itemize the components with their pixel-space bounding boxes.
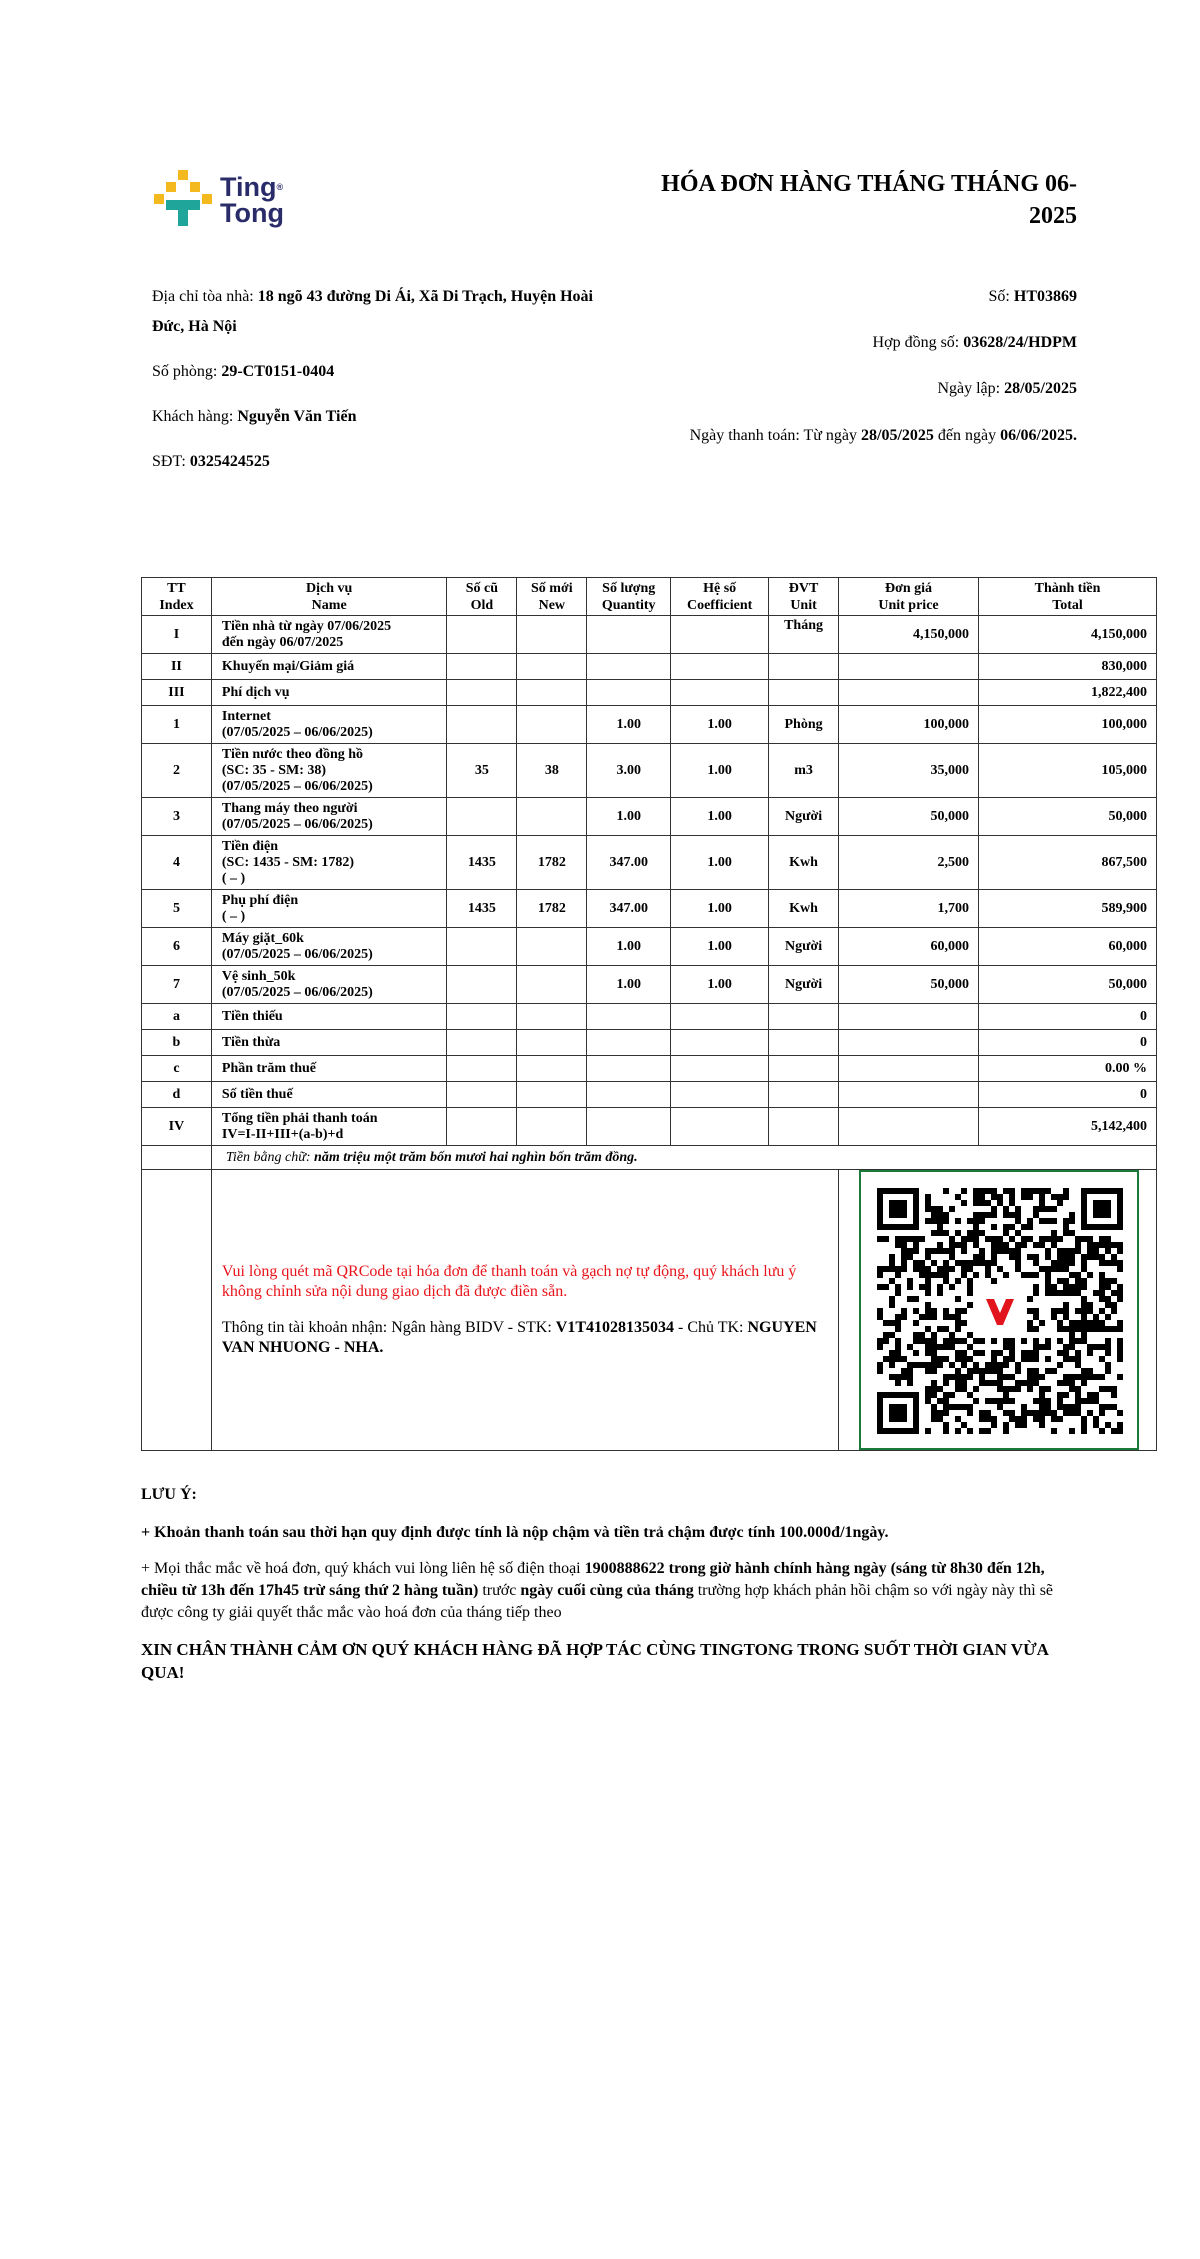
coefficient [671, 1082, 769, 1108]
old-reading [447, 706, 517, 744]
table-row [142, 706, 1157, 744]
quantity [587, 616, 671, 654]
line-total: 50,000 [978, 966, 1156, 1004]
old-reading [447, 1004, 517, 1030]
coefficient: 1.00 [671, 928, 769, 966]
logo-word-tong: Tong [220, 198, 284, 228]
row-index: c [142, 1056, 212, 1082]
row-index: 5 [142, 890, 212, 928]
unit: Người [769, 966, 839, 1004]
coefficient: 1.00 [671, 890, 769, 928]
invoice-number: Số: HT03869 [988, 288, 1077, 305]
coefficient [671, 680, 769, 706]
new-reading: 1782 [517, 890, 587, 928]
line-total: 0 [978, 1030, 1156, 1056]
row-index: I [142, 616, 212, 654]
old-reading [447, 1108, 517, 1146]
line-total: 0.00 % [978, 1056, 1156, 1082]
line-total: 100,000 [978, 706, 1156, 744]
service-name: Số tiền thuế [211, 1082, 447, 1108]
line-total: 5,142,400 [978, 1108, 1156, 1146]
row-index: b [142, 1030, 212, 1056]
row-index: a [142, 1004, 212, 1030]
unit: Người [769, 798, 839, 836]
line-total: 0 [978, 1082, 1156, 1108]
line-total: 105,000 [978, 744, 1156, 798]
table-row [142, 928, 1157, 966]
new-reading [517, 798, 587, 836]
unit [769, 1056, 839, 1082]
new-reading [517, 654, 587, 680]
contract-number: Hợp đồng số: 03628/24/HDPM [872, 334, 1077, 351]
service-name: Phụ phí điện ( – ) [211, 890, 447, 928]
unit: Kwh [769, 890, 839, 928]
logo-word-ting: Ting [220, 172, 277, 202]
unit [769, 654, 839, 680]
building-address: Địa chỉ tòa nhà: 18 ngõ 43 đường Di Ái, Xã Di Trạch, Huyện Hoài Đức, Hà Nội [152, 288, 593, 335]
tingtong-logo [152, 168, 292, 230]
table-row [142, 890, 1157, 928]
row-index: 4 [142, 836, 212, 890]
line-total: 867,500 [978, 836, 1156, 890]
line-total: 830,000 [978, 654, 1156, 680]
quantity: 1.00 [587, 966, 671, 1004]
line-total: 4,150,000 [978, 616, 1156, 654]
row-index: 7 [142, 966, 212, 1004]
old-reading: 1435 [447, 890, 517, 928]
coefficient [671, 1004, 769, 1030]
payment-row [142, 1170, 1157, 1451]
invoice-title: HÓA ĐƠN HÀNG THÁNG THÁNG 06-2025 [661, 171, 1077, 229]
unit [769, 1108, 839, 1146]
service-name: Phí dịch vụ [211, 680, 447, 706]
table-row [142, 680, 1157, 706]
new-reading: 1782 [517, 836, 587, 890]
new-reading [517, 1082, 587, 1108]
coefficient: 1.00 [671, 836, 769, 890]
coefficient: 1.00 [671, 966, 769, 1004]
new-reading [517, 706, 587, 744]
new-reading [517, 616, 587, 654]
payment-from: 28/05/2025 [861, 427, 934, 444]
unit-price: 60,000 [839, 928, 979, 966]
old-reading: 1435 [447, 836, 517, 890]
col-header: Thành tiền Total [978, 578, 1156, 616]
late-payment-note: + Khoản thanh toán sau thời hạn quy định được tính là nộp chậm và tiền trả chậm được tính 100.000đ/1ngày. [141, 1524, 889, 1541]
payment-instructions [211, 1170, 838, 1451]
new-reading [517, 1108, 587, 1146]
unit [769, 1082, 839, 1108]
line-total: 60,000 [978, 928, 1156, 966]
unit: Tháng [769, 616, 839, 654]
unit-price [839, 1108, 979, 1146]
old-reading [447, 680, 517, 706]
account-number: V1T41028135034 [555, 1319, 675, 1336]
old-reading [447, 1030, 517, 1056]
service-name: Tiền nhà từ ngày 07/06/2025 đến ngày 06/07/2025 [211, 616, 447, 654]
bank-account-info: Thông tin tài khoản nhận: Ngân hàng BIDV - STK: V1T41028135034 - Chủ TK: NGUYEN VAN NHUONG - NHA. [221, 1319, 817, 1356]
payment-to: 06/06/2025. [1000, 427, 1077, 444]
coefficient [671, 616, 769, 654]
contract-number-value: 03628/24/HDPM [963, 334, 1077, 351]
service-name: Tiền thừa [211, 1030, 447, 1056]
quantity: 1.00 [587, 928, 671, 966]
table-row [142, 1004, 1157, 1030]
quantity: 347.00 [587, 890, 671, 928]
col-header: Số mới New [517, 578, 587, 616]
table-row [142, 616, 1157, 654]
service-name: Phần trăm thuế [211, 1056, 447, 1082]
unit-price [839, 1004, 979, 1030]
unit [769, 1030, 839, 1056]
row-index: 2 [142, 744, 212, 798]
col-header: TT Index [142, 578, 212, 616]
amount-in-words-value: năm triệu một trăm bốn mươi hai nghìn bốn trăm đồng. [314, 1149, 638, 1165]
row-index: IV [142, 1108, 212, 1146]
new-reading [517, 1004, 587, 1030]
line-total: 0 [978, 1004, 1156, 1030]
unit-price [839, 1082, 979, 1108]
unit-price [839, 680, 979, 706]
old-reading [447, 616, 517, 654]
room-number-value: 29-CT0151-0404 [221, 363, 335, 380]
quantity [587, 654, 671, 680]
qr-cell [839, 1170, 1157, 1451]
col-header: Đơn giá Unit price [839, 578, 979, 616]
account-holder: NGUYEN VAN NHUONG - NHA. [221, 1319, 817, 1356]
coefficient: 1.00 [671, 798, 769, 836]
new-reading: 38 [517, 744, 587, 798]
customer-name-value: Nguyễn Văn Tiến [237, 408, 357, 425]
service-name: Internet (07/05/2025 – 06/06/2025) [211, 706, 447, 744]
issue-date-value: 28/05/2025 [1004, 380, 1077, 397]
table-row [142, 1056, 1157, 1082]
unit-price: 4,150,000 [839, 616, 979, 654]
new-reading [517, 928, 587, 966]
customer-phone: SĐT: 0325424525 [152, 453, 270, 470]
service-name: Tiền nước theo đồng hồ (SC: 35 - SM: 38) (07/05/2025 – 06/06/2025) [211, 744, 447, 798]
table-row [142, 966, 1157, 1004]
col-header: Dịch vụ Name [211, 578, 447, 616]
unit: m3 [769, 744, 839, 798]
qr-notice: Vui lòng quét mã QRCode tại hóa đơn để thanh toán và gạch nợ tự động, quý khách lưu ý không chỉnh sửa nội dung giao dịch đã được điền sẵn. [221, 1263, 797, 1300]
table-row [142, 836, 1157, 890]
unit [769, 1004, 839, 1030]
thank-you-message: XIN CHÂN THÀNH CẢM ƠN QUÝ KHÁCH HÀNG ĐÃ HỢP TÁC CÙNG TINGTONG TRONG SUỐT THỜI GIAN VỪA QUA! [141, 1640, 1048, 1682]
unit-price [839, 1056, 979, 1082]
tingtong-logo-mark [152, 168, 216, 230]
old-reading [447, 1056, 517, 1082]
invoice-meta [657, 282, 1077, 452]
row-index: 6 [142, 928, 212, 966]
line-total: 1,822,400 [978, 680, 1156, 706]
customer-name: Khách hàng: Nguyễn Văn Tiến [152, 408, 357, 425]
quantity: 3.00 [587, 744, 671, 798]
table-row [142, 654, 1157, 680]
quantity [587, 1030, 671, 1056]
service-name: Tiền điện (SC: 1435 - SM: 1782) ( – ) [211, 836, 447, 890]
service-name: Tiền thiếu [211, 1004, 447, 1030]
unit-price: 50,000 [839, 798, 979, 836]
table-row [142, 1108, 1157, 1146]
new-reading [517, 1056, 587, 1082]
old-reading [447, 1082, 517, 1108]
new-reading [517, 1030, 587, 1056]
payment-period: Ngày thanh toán: Từ ngày 28/05/2025 đến ngày 06/06/2025. [689, 427, 1077, 444]
quantity: 1.00 [587, 706, 671, 744]
quantity: 1.00 [587, 798, 671, 836]
unit-price: 1,700 [839, 890, 979, 928]
table-row [142, 798, 1157, 836]
new-reading [517, 966, 587, 1004]
coefficient [671, 1108, 769, 1146]
quantity [587, 1004, 671, 1030]
unit: Phòng [769, 706, 839, 744]
quantity [587, 1082, 671, 1108]
col-header: Số cũ Old [447, 578, 517, 616]
col-header: Hệ số Coefficient [671, 578, 769, 616]
col-header: ĐVT Unit [769, 578, 839, 616]
room-number: Số phòng: 29-CT0151-0404 [152, 363, 335, 380]
row-index: d [142, 1082, 212, 1108]
service-name: Máy giặt_60k (07/05/2025 – 06/06/2025) [211, 928, 447, 966]
service-name: Thang máy theo người (07/05/2025 – 06/06/2025) [211, 798, 447, 836]
row-index: II [142, 654, 212, 680]
old-reading [447, 966, 517, 1004]
unit-price [839, 1030, 979, 1056]
table-row [142, 1030, 1157, 1056]
bank-logo-icon [986, 1299, 1014, 1325]
old-reading [447, 928, 517, 966]
unit-price: 100,000 [839, 706, 979, 744]
unit-price: 2,500 [839, 836, 979, 890]
unit: Kwh [769, 836, 839, 890]
coefficient [671, 654, 769, 680]
notes-heading: LƯU Ý: [141, 1486, 197, 1503]
coefficient [671, 1030, 769, 1056]
unit: Người [769, 928, 839, 966]
quantity: 347.00 [587, 836, 671, 890]
customer-phone-value: 0325424525 [189, 453, 270, 470]
row-index: 1 [142, 706, 212, 744]
unit-price: 50,000 [839, 966, 979, 1004]
contact-note: + Mọi thắc mắc về hoá đơn, quý khách vui lòng liên hệ số điện thoại 1900888622 trong giờ hành chính hàng ngày (sáng từ 8h30 đến 12h, chiều từ 13h đến 17h45 trừ sáng thứ 2 hàng tuần) trước ngày cuối cùng của tháng trường hợp khách phản hồi chậm so với ngày này thì sẽ được công ty giải quyết thắc mắc vào hoá đơn của tháng tiếp theo [141, 1560, 1054, 1621]
row-index: III [142, 680, 212, 706]
service-name: Tổng tiền phải thanh toán IV=I-II+III+(a-b)+d [211, 1108, 447, 1146]
invoice-table [141, 577, 1157, 1451]
customer-info [152, 282, 622, 492]
line-total: 589,900 [978, 890, 1156, 928]
notes-section [141, 1484, 1081, 1684]
old-reading [447, 798, 517, 836]
coefficient [671, 1056, 769, 1082]
table-header-row [142, 578, 1157, 616]
row-index: 3 [142, 798, 212, 836]
unit-price: 35,000 [839, 744, 979, 798]
invoice-number-value: HT03869 [1013, 288, 1077, 305]
coefficient: 1.00 [671, 706, 769, 744]
line-total: 50,000 [978, 798, 1156, 836]
new-reading [517, 680, 587, 706]
qr-code-image [861, 1172, 1137, 1448]
service-name: Khuyến mại/Giảm giá [211, 654, 447, 680]
old-reading [447, 654, 517, 680]
coefficient: 1.00 [671, 744, 769, 798]
old-reading: 35 [447, 744, 517, 798]
table-row [142, 744, 1157, 798]
issue-date: Ngày lập: 28/05/2025 [937, 380, 1077, 397]
logo-registered: ® [276, 182, 284, 192]
col-header: Số lượng Quantity [587, 578, 671, 616]
building-address-value: 18 ngõ 43 đường Di Ái, Xã Di Trạch, Huyện Hoài Đức, Hà Nội [152, 288, 593, 335]
service-name: Vệ sinh_50k (07/05/2025 – 06/06/2025) [211, 966, 447, 1004]
table-row [142, 1082, 1157, 1108]
quantity [587, 1108, 671, 1146]
unit [769, 680, 839, 706]
quantity [587, 1056, 671, 1082]
quantity [587, 680, 671, 706]
payment-qr-code[interactable] [859, 1170, 1139, 1450]
amount-in-words-row [142, 1146, 1157, 1170]
unit-price [839, 654, 979, 680]
amount-in-words: Tiền bằng chữ: năm triệu một trăm bốn mươi hai nghìn bốn trăm đồng. [211, 1146, 1156, 1170]
